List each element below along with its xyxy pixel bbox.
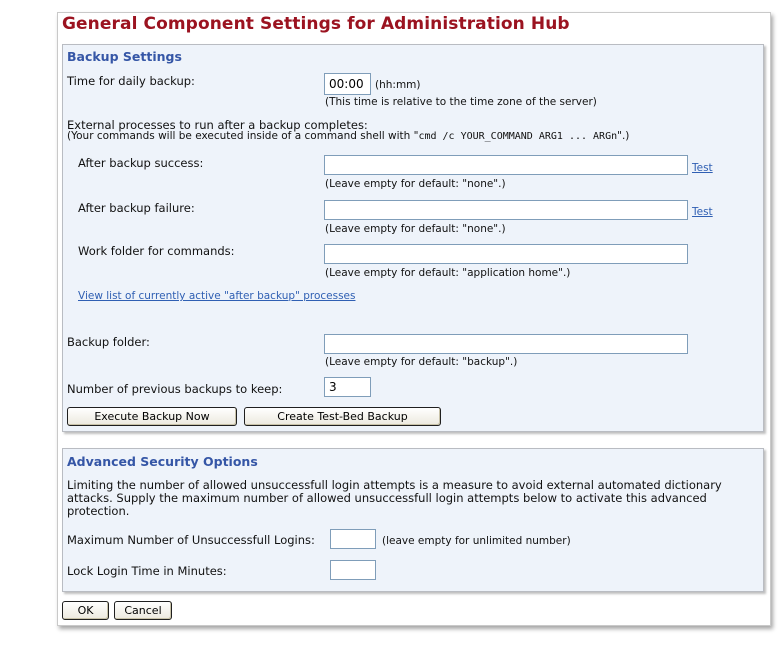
daily-backup-time-note: (This time is relative to the time zone of the server) xyxy=(325,96,597,108)
backups-to-keep-input[interactable] xyxy=(324,377,371,397)
ok-button[interactable]: OK xyxy=(62,601,109,620)
after-success-input[interactable] xyxy=(324,155,688,175)
external-processes-note xyxy=(67,130,629,142)
max-logins-input[interactable] xyxy=(330,529,376,549)
after-success-note: (Leave empty for default: "none".) xyxy=(325,178,506,190)
after-success-test-link[interactable]: Test xyxy=(692,162,713,174)
lock-time-input[interactable] xyxy=(330,560,376,580)
security-description: Limiting the number of allowed unsuccessfull login attempts is a measure to avoid external automated dictionary attacks. Supply the maximum number of allowed unsuccessfull login attempts below to activate this advanced protection. xyxy=(67,478,722,518)
after-failure-label: After backup failure: xyxy=(78,201,195,215)
create-testbed-backup-button[interactable]: Create Test-Bed Backup xyxy=(244,407,441,426)
daily-backup-time-input[interactable] xyxy=(324,73,371,95)
work-folder-input[interactable] xyxy=(324,244,688,264)
max-logins-note: (leave empty for unlimited number) xyxy=(382,535,571,547)
backup-folder-input[interactable] xyxy=(324,334,688,354)
execute-backup-button[interactable]: Execute Backup Now xyxy=(67,407,237,426)
external-note-prefix: (Your commands will be executed inside of a command shell with " xyxy=(67,130,419,142)
backup-folder-label: Backup folder: xyxy=(67,335,150,349)
max-logins-label: Maximum Number of Unsuccessfull Logins: xyxy=(67,533,315,547)
daily-backup-time-label: Time for daily backup: xyxy=(67,74,195,88)
view-active-processes-link[interactable]: View list of currently active "after backup" processes xyxy=(78,290,356,302)
external-note-suffix: ".) xyxy=(617,130,630,142)
security-options-title: Advanced Security Options xyxy=(67,454,258,469)
after-failure-note: (Leave empty for default: "none".) xyxy=(325,223,506,235)
work-folder-label: Work folder for commands: xyxy=(78,244,235,258)
cancel-button[interactable]: Cancel xyxy=(114,601,172,620)
after-failure-test-link[interactable]: Test xyxy=(692,206,713,218)
page-title: General Component Settings for Administration Hub xyxy=(62,14,570,34)
lock-time-label: Lock Login Time in Minutes: xyxy=(67,564,227,578)
after-success-label: After backup success: xyxy=(78,156,204,170)
external-processes-title: External processes to run after a backup completes: xyxy=(67,118,368,132)
work-folder-note: (Leave empty for default: "application home".) xyxy=(325,267,571,279)
backups-to-keep-label: Number of previous backups to keep: xyxy=(67,382,283,396)
backup-folder-note: (Leave empty for default: "backup".) xyxy=(325,356,518,368)
backup-settings-title: Backup Settings xyxy=(67,49,182,64)
external-note-command: cmd /c YOUR_COMMAND ARG1 ... ARGn xyxy=(418,131,618,142)
daily-backup-time-format: (hh:mm) xyxy=(375,79,421,91)
after-failure-input[interactable] xyxy=(324,200,688,220)
